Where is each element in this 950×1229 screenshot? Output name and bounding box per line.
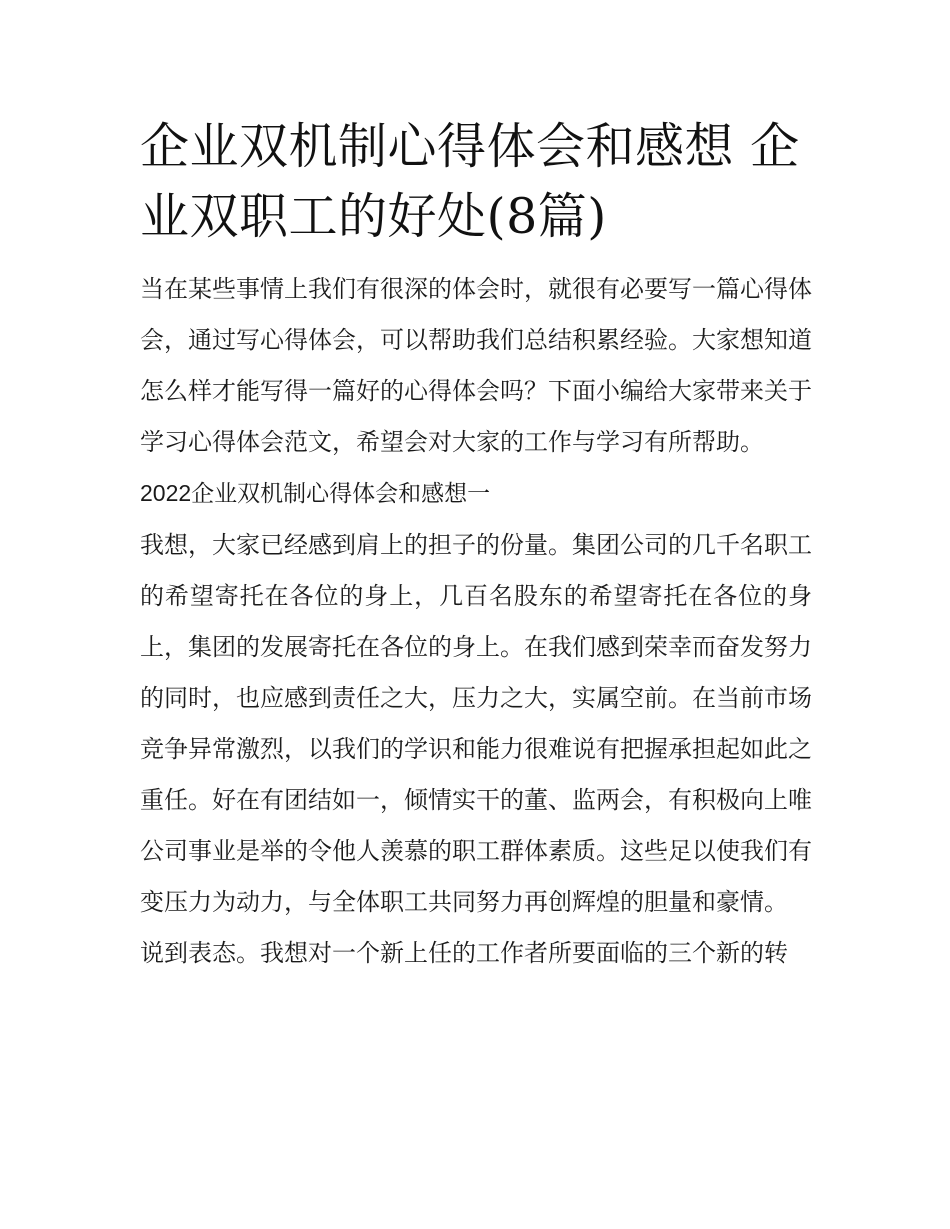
body-paragraph-continued: 说到表态。我想对一个新上任的工作者所要面临的三个新的转 (140, 939, 788, 967)
section-heading (140, 468, 812, 520)
body-paragraph: 我想，大家已经感到肩上的担子的份量。集团公司的几千名职工的希望寄托在各位的身上，几百名股东的希望寄托在各位的身上，集团的发展寄托在各位的身上。在我们感到荣幸而奋发努力的同时，也应感到责任之大，压力之大，实属空前。在当前市场竞争异常激烈，以我们的学识和能力很难说有把握承担起如此之重任。好在有团结如一，倾情实干的董、监两会，有积极向上唯公司事业是举的令他人羡慕的职工群体素质。这些足以使我们有变压力为动力，与全体职工共同努力再创辉煌的胆量和豪情。 (140, 531, 812, 916)
intro-paragraph: 当在某些事情上我们有很深的体会时，就很有必要写一篇心得体会，通过写心得体会，可以帮助我们总结积累经验。大家想知道怎么样才能写得一篇好的心得体会吗？下面小编给大家带来关于学习心得体会范文，希望会对大家的工作与学习有所帮助。 (140, 275, 812, 456)
section-heading-year: 2022 (140, 480, 192, 506)
section-heading-text: 企业双机制心得体会和感想一 (191, 481, 491, 507)
document-title: 企业双机制心得体会和感想 企业双职工的好处(8篇) (140, 118, 800, 245)
document-body (140, 112, 812, 979)
